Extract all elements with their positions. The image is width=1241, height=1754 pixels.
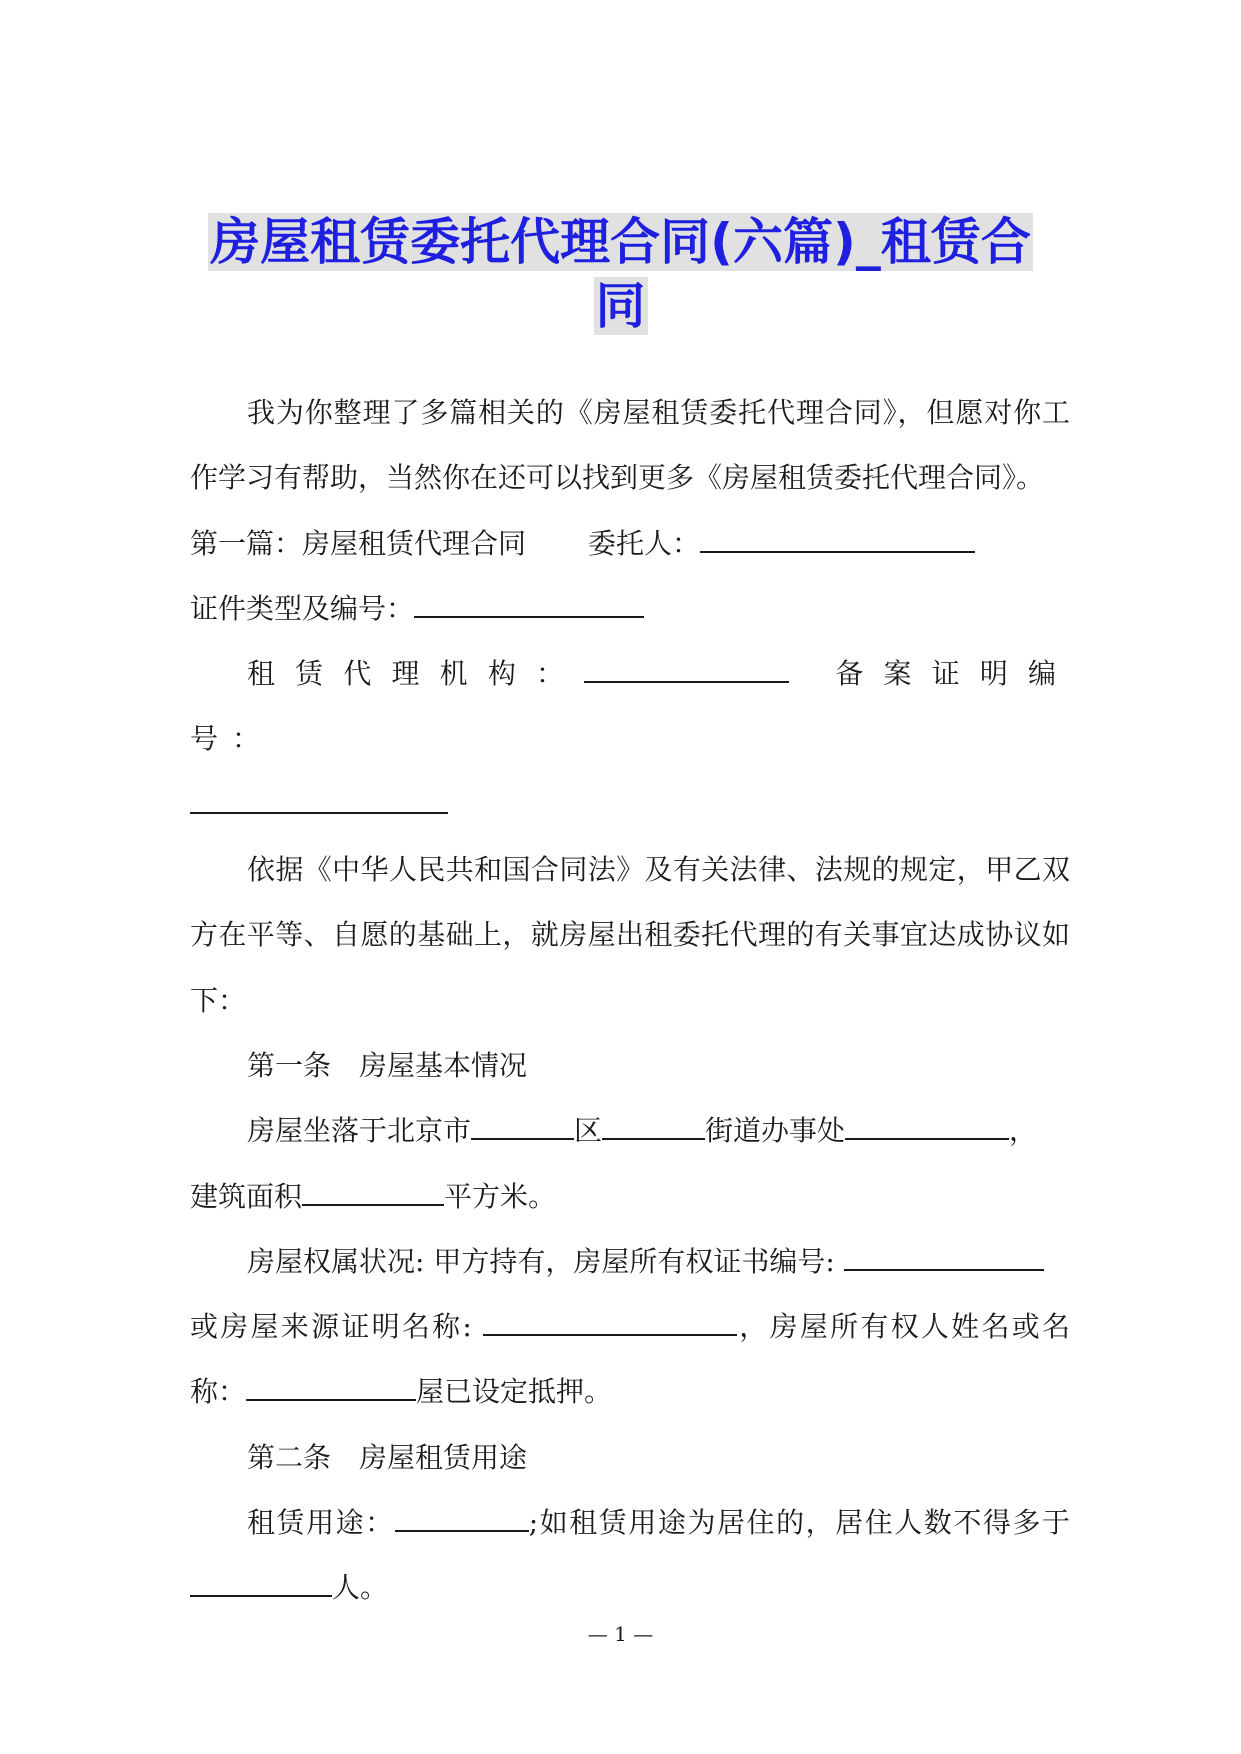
usage-suffix: 人。 bbox=[332, 1571, 389, 1605]
usage-blank bbox=[395, 1504, 529, 1532]
record-label: 备案证明编号： bbox=[190, 657, 1070, 756]
street-blank bbox=[845, 1112, 1009, 1140]
location-paragraph bbox=[190, 1098, 1070, 1229]
usage-middle: ;如租赁用途为居住的，居住人数不得多于 bbox=[528, 1506, 1070, 1540]
district-label: 区 bbox=[574, 1114, 603, 1148]
owner-name-prefix: ，房屋所有权人姓名或名称： bbox=[190, 1310, 1070, 1409]
document-body bbox=[190, 380, 1070, 1621]
page-number: — 1 — bbox=[587, 1622, 654, 1646]
certificate-blank bbox=[844, 1243, 1044, 1271]
document-title bbox=[150, 210, 1091, 338]
id-blank bbox=[414, 590, 644, 618]
occupants-blank bbox=[190, 1569, 332, 1597]
mortgage-suffix: 屋已设定抵押。 bbox=[416, 1375, 613, 1409]
record-blank-line bbox=[190, 772, 1070, 837]
basis-paragraph: 依据《中华人民共和国合同法》及有关法律、法规的规定，甲乙双方在平等、自愿的基础上，就房屋出租委托代理的有关事宜达成协议如下： bbox=[190, 853, 1070, 1017]
agency-label: 租赁代理机构： bbox=[247, 657, 585, 691]
id-label: 证件类型及编号： bbox=[190, 591, 415, 625]
usage-prefix: 租赁用途： bbox=[247, 1506, 395, 1540]
section1-heading: 第一篇：房屋租赁代理合同 bbox=[190, 526, 527, 560]
source-blank bbox=[483, 1308, 737, 1336]
article1-heading: 第一条 房屋基本情况 bbox=[247, 1048, 528, 1082]
source-prefix: 或房屋来源证明名称: bbox=[190, 1310, 472, 1344]
record-blank bbox=[190, 786, 448, 814]
location-prefix: 房屋坐落于北京市 bbox=[247, 1114, 472, 1148]
section1-heading-line bbox=[190, 511, 1070, 576]
district-blank bbox=[602, 1112, 705, 1140]
intro-paragraph: 我为你整理了多篇相关的《房屋租赁委托代理合同》，但愿对你工作学习有帮助，当然你在还可以找到更多《房屋租赁委托代理合同》。 bbox=[190, 396, 1070, 495]
title-line-2: 同 bbox=[595, 277, 646, 335]
title-line-1: 房屋租赁委托代理合同(六篇)_租赁合 bbox=[210, 213, 1031, 271]
principal-blank bbox=[700, 525, 975, 553]
principal-label: 委托人： bbox=[588, 526, 701, 560]
city-blank bbox=[471, 1112, 574, 1140]
area-prefix: 建筑面积 bbox=[190, 1179, 303, 1213]
ownership-prefix: 房屋权属状况: 甲方持有，房屋所有权证书编号: bbox=[247, 1244, 835, 1278]
street-office-label: 街道办事处 bbox=[705, 1114, 846, 1148]
area-blank bbox=[302, 1178, 444, 1206]
area-unit: 平方米。 bbox=[444, 1179, 557, 1213]
ownership-paragraph bbox=[190, 1229, 1070, 1425]
comma: ， bbox=[1009, 1114, 1038, 1148]
id-line bbox=[190, 576, 1070, 641]
usage-paragraph bbox=[190, 1490, 1070, 1621]
owner-name-blank bbox=[246, 1373, 416, 1401]
agency-line bbox=[190, 641, 1070, 772]
agency-blank bbox=[584, 655, 789, 683]
article2-heading: 第二条 房屋租赁用途 bbox=[247, 1440, 528, 1474]
